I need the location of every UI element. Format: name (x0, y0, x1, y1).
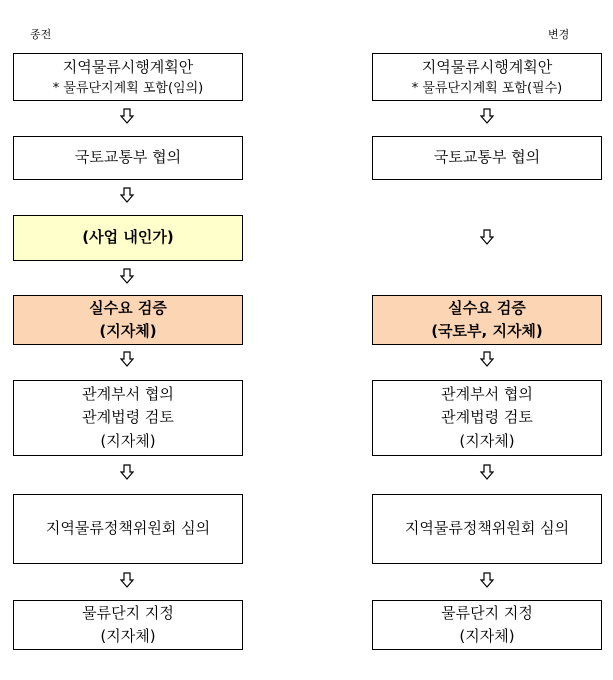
left-step-demand-verification (13, 295, 243, 345)
step-title: 실수요 검증 (89, 298, 167, 317)
left-step-committee-deliberation (13, 494, 243, 564)
step-title: 지역물류시행계획안 (62, 57, 194, 76)
right-step-designation (372, 600, 602, 650)
step-title: 물류단지 지정 (82, 603, 174, 622)
down-arrow-icon (478, 571, 496, 589)
step-title: 지역물류정책위원회 심의 (45, 519, 211, 538)
step-actor: (국토부, 지자체) (431, 322, 543, 340)
step-title: 관계부서 협의 (82, 385, 174, 404)
step-actor: (지자체) (459, 627, 515, 645)
step-subtitle: 관계법령 검토 (82, 408, 174, 427)
down-arrow-icon (118, 350, 136, 368)
step-title: 지역물류정책위원회 심의 (404, 519, 570, 538)
down-arrow-icon (118, 186, 136, 204)
step-title: 실수요 검증 (448, 298, 526, 317)
down-arrow-icon (478, 350, 496, 368)
step-note: * 물류단지계획 포함(필수) (411, 80, 563, 96)
step-subtitle: 관계법령 검토 (441, 408, 533, 427)
right-step-department-review (372, 380, 602, 456)
step-title: 물류단지 지정 (441, 603, 533, 622)
step-title: 지역물류시행계획안 (421, 57, 553, 76)
step-title: 관계부서 협의 (441, 385, 533, 404)
step-title: 국토교통부 협의 (433, 148, 541, 167)
step-title: (사업 내인가) (82, 228, 174, 247)
down-arrow-icon (118, 571, 136, 589)
step-actor: (지자체) (100, 431, 156, 450)
left-step-regional-logistics-plan (13, 53, 243, 101)
right-step-committee-deliberation (372, 494, 602, 564)
down-arrow-icon (478, 228, 496, 246)
left-step-department-review (13, 380, 243, 456)
down-arrow-icon (478, 463, 496, 481)
step-actor: (지자체) (100, 627, 156, 645)
down-arrow-icon (118, 107, 136, 125)
left-step-preliminary-approval (13, 215, 243, 261)
left-step-designation (13, 600, 243, 650)
right-step-regional-logistics-plan (372, 53, 602, 101)
column-header-after: 변경 (548, 28, 570, 41)
right-step-ministry-consultation (372, 136, 602, 180)
step-actor: (지자체) (99, 322, 157, 340)
right-step-demand-verification (372, 295, 602, 345)
step-title: 국토교통부 협의 (74, 148, 182, 167)
down-arrow-icon (478, 107, 496, 125)
step-note: * 물류단지계획 포함(임의) (52, 80, 204, 96)
down-arrow-icon (118, 463, 136, 481)
left-step-ministry-consultation (13, 136, 243, 180)
down-arrow-icon (118, 267, 136, 285)
step-actor: (지자체) (459, 431, 515, 450)
column-header-before: 종전 (30, 28, 52, 41)
